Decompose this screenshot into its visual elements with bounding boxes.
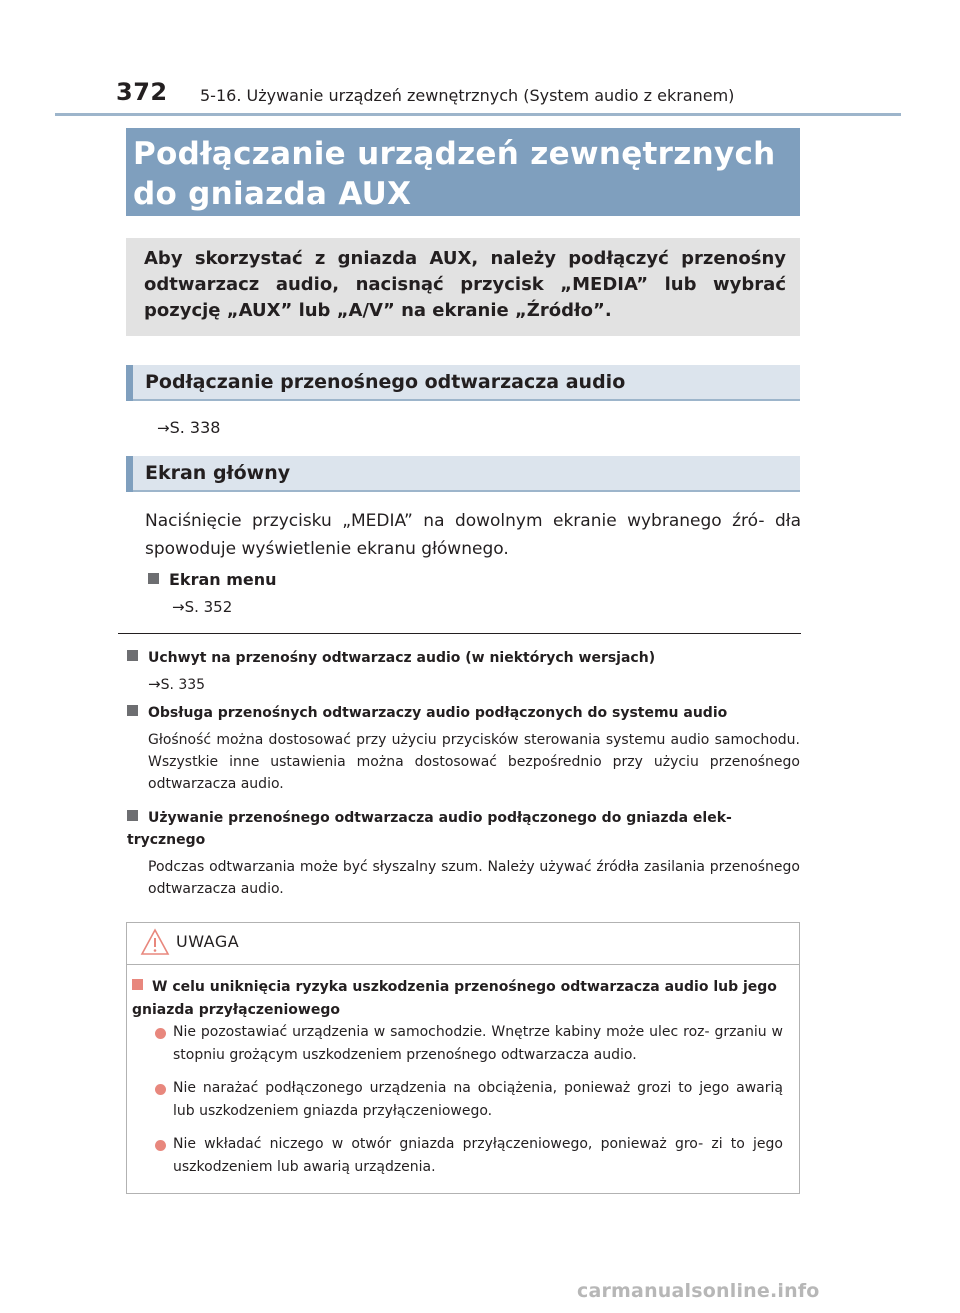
divider <box>118 633 801 634</box>
header-rule <box>55 113 901 116</box>
warning-triangle-icon <box>140 928 170 956</box>
arrow-right-icon: → <box>157 419 170 437</box>
page-reference <box>148 675 205 693</box>
page-reference-text: S. 352 <box>184 598 233 616</box>
circle-bullet-icon <box>155 1028 166 1039</box>
square-bullet-icon <box>148 573 159 584</box>
arrow-right-icon: → <box>148 675 161 693</box>
menu-screen-label <box>148 570 277 589</box>
section-heading-accent <box>126 365 133 401</box>
note-title <box>127 702 727 724</box>
page-reference <box>157 418 220 437</box>
section-heading-main-screen: Ekran główny <box>145 462 291 484</box>
section-heading-accent <box>126 456 133 492</box>
page-reference <box>172 598 232 616</box>
circle-bullet-icon <box>155 1084 166 1095</box>
caution-bullet: Nie narażać podłączonego urządzenia na obciążenia, ponieważ grozi to jego awarią lub uszkodzeniem gniazda przyłączeniowego. <box>173 1080 783 1119</box>
caution-header-divider <box>127 964 799 965</box>
square-bullet-icon <box>127 650 138 661</box>
note-title-text: Uchwyt na przenośny odtwarzacz audio (w niektórych wersjach) <box>148 650 656 666</box>
caution-bullet: Nie wkładać niczego w otwór gniazda przyłączeniowego, ponieważ gro- zi to jego uszkodzeniem lub awarią urządzenia. <box>173 1136 783 1175</box>
circle-bullet-icon <box>155 1140 166 1151</box>
arrow-right-icon: → <box>172 598 185 616</box>
page-title: Podłączanie urządzeń zewnętrznych do gniazda AUX <box>133 136 776 212</box>
caution-title <box>132 976 782 1022</box>
menu-screen-label-text: Ekran menu <box>169 570 277 589</box>
caution-title-text: W celu uniknięcia ryzyka uszkodzenia przenośnego odtwarzacza audio lub jego gniazda przyłączeniowego <box>132 979 777 1018</box>
page-reference-text: S. 335 <box>160 677 206 693</box>
watermark: carmanualsonline.info <box>577 1280 820 1302</box>
caution-bullet: Nie pozostawiać urządzenia w samochodzie. Wnętrze kabiny może ulec roz- grzaniu w stopniu grożącym uszkodzeniem przenośnego odtwarzacza audio. <box>173 1024 783 1063</box>
intro-text: Aby skorzystać z gniazda AUX, należy podłączyć przenośny odtwarzacz audio, nacisnąć przycisk „MEDIA” lub wybrać pozycję „AUX” lub „A/V” na ekranie „Źródło”. <box>144 248 786 321</box>
note-title-text: Używanie przenośnego odtwarzacza audio podłączonego do gniazda elek- trycznego <box>127 810 732 848</box>
note-text: Głośność można dostosować przy użyciu przycisków sterowania systemu audio samochodu. Wszystkie inne ustawienia można dostosować bezpośrednio przy użyciu przenośnego odtwarzacza audio. <box>148 732 800 792</box>
section-heading-portable-player: Podłączanie przenośnego odtwarzacza audio <box>145 371 626 393</box>
main-screen-text: Naciśnięcie przycisku „MEDIA” na dowolnym ekranie wybranego źró- dła spowoduje wyświetlenie ekranu głównego. <box>145 511 801 559</box>
chapter-heading: 5-16. Używanie urządzeń zewnętrznych (System audio z ekranem) <box>200 86 735 105</box>
square-bullet-icon <box>132 979 143 990</box>
caution-label: UWAGA <box>176 932 240 951</box>
note-title <box>127 807 800 851</box>
page-reference-text: S. 338 <box>169 418 221 437</box>
note-title-text: Obsługa przenośnych odtwarzaczy audio podłączonych do systemu audio <box>148 705 728 721</box>
square-bullet-icon <box>127 705 138 716</box>
note-text: Podczas odtwarzania może być słyszalny szum. Należy używać źródła zasilania przenośnego odtwarzacza audio. <box>148 859 800 897</box>
note-title <box>127 647 655 669</box>
square-bullet-icon <box>127 810 138 821</box>
page-number: 372 <box>116 78 168 106</box>
